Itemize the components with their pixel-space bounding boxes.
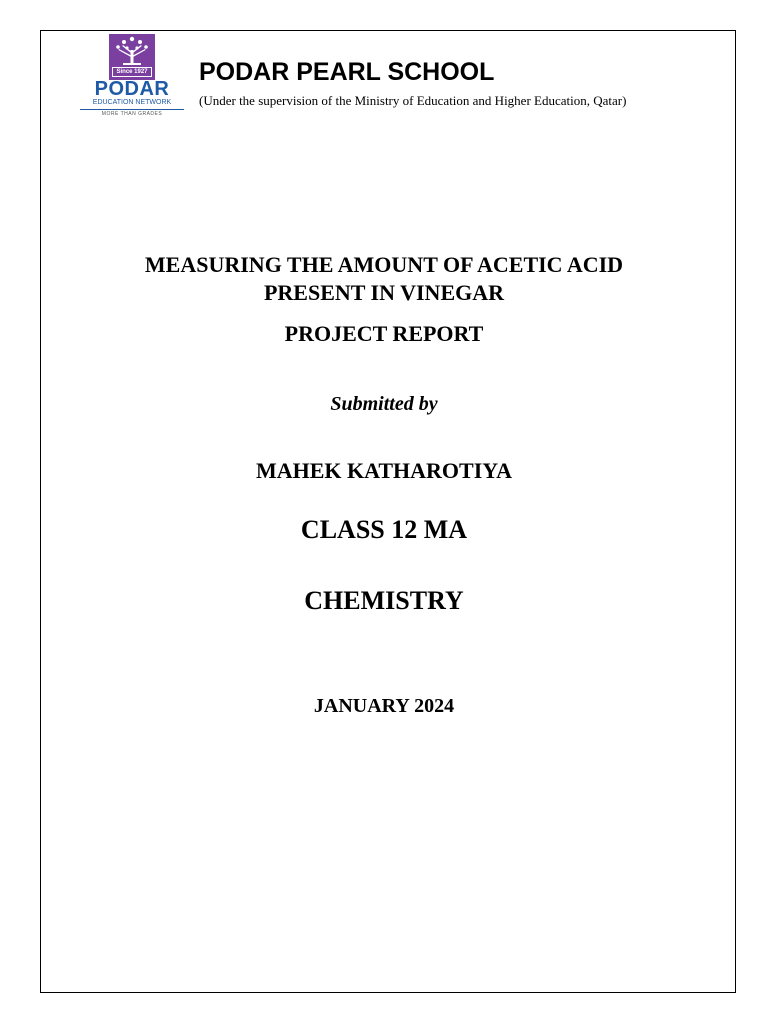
tree-icon: [109, 34, 155, 68]
since-label: Since 1927: [112, 67, 152, 77]
logo-network: EDUCATION NETWORK: [92, 99, 172, 106]
school-name: PODAR PEARL SCHOOL: [199, 58, 495, 86]
class-label: CLASS 12 MA: [300, 515, 468, 544]
author-name: MAHEK KATHAROTIYA: [255, 458, 513, 483]
logo-tagline: MORE THAN GRADES: [101, 111, 163, 117]
logo-divider: [80, 109, 184, 110]
supervision-note: (Under the supervision of the Ministry of Education and Higher Education, Qatar): [199, 93, 627, 108]
report-date: JANUARY 2024: [313, 695, 455, 717]
logo-brand: PODAR: [94, 78, 170, 100]
subject-label: CHEMISTRY: [304, 586, 464, 615]
page-border: [40, 30, 736, 993]
logo-emblem: [109, 34, 155, 80]
report-title-line1: MEASURING THE AMOUNT OF ACETIC ACID: [144, 252, 624, 277]
report-type: PROJECT REPORT: [284, 321, 484, 346]
submitted-by-label: Submitted by: [330, 393, 438, 415]
podar-logo: [78, 34, 186, 120]
report-title-line2: PRESENT IN VINEGAR: [263, 280, 505, 305]
